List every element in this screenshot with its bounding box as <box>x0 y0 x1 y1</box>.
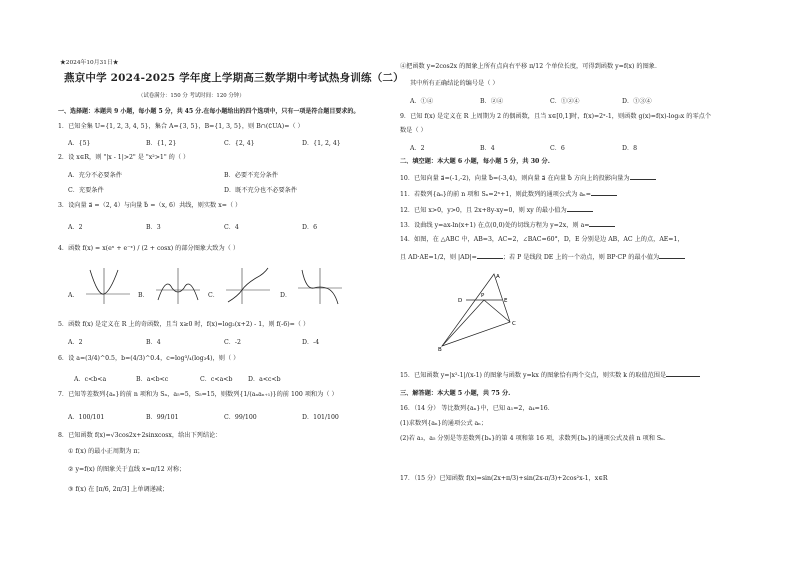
q14-answer-blank-1[interactable] <box>477 252 503 259</box>
label-C: C <box>512 321 516 327</box>
label-P: P <box>481 293 485 299</box>
q12-answer-blank[interactable] <box>567 205 593 212</box>
question-13 <box>400 220 615 230</box>
question-6: 6．设 a=(3/4)^0.5，b=(4/3)^0.4，c=log³/₄(log₃4)，则（ ） <box>58 355 240 362</box>
question-8: 8．已知函数 f(x)=√3cos2x+2sinxcosx，给出下列结论： <box>58 432 222 439</box>
q7-option-a[interactable]: A．100/101 <box>68 414 105 421</box>
q2-option-a[interactable]: A．充分不必要条件 <box>68 172 122 179</box>
q9-option-a[interactable]: A．2 <box>410 145 425 152</box>
q15-text: 15．已知函数 y=|x²-1|/(x-1) 的图象与函数 y=kx 的图象恰有两个交点，则实数 k 的取值范围是 <box>400 372 667 379</box>
question-16-part-2: (2)若 a₃，a₅ 分别是等差数列{bₙ}的第 4 项和第 16 项，求数列{bₙ}的通项公式及前 n 项和 Sₙ． <box>400 435 670 442</box>
q6-option-b[interactable]: B．a<b<c <box>136 376 169 383</box>
q15-answer-blank[interactable] <box>666 370 700 377</box>
q7-option-b[interactable]: B．99/101 <box>146 414 179 421</box>
q7-option-c[interactable]: C．99/100 <box>224 414 257 421</box>
q10-answer-blank[interactable] <box>630 173 656 180</box>
q8-option-c[interactable]: C．①②④ <box>550 98 580 105</box>
q9-option-c[interactable]: C．6 <box>550 145 565 152</box>
q11-text: 11．若数列{aₙ}的前 n 项和 Sₙ=2ⁿ+1，则此数列的通项公式为 aₙ= <box>400 191 591 198</box>
q13-text: 13．设曲线 y=ax-ln(x+1) 在点(0,0)处的切线方程为 y=2x，则 a= <box>400 222 590 229</box>
q9-option-d[interactable]: D．8 <box>622 145 638 152</box>
q12-text: 12．已知 x>0，y>0，且 2x+8y-xy=0，则 xy 的最小值为 <box>400 207 567 214</box>
q14-text-c: ；若 P 是线段 DE 上的一个动点，则 BP·CP 的最小值为 <box>502 254 660 261</box>
question-16-part-1: (1)求数列{aₙ}的通项公式 aₙ； <box>400 420 488 427</box>
q11-answer-blank[interactable] <box>591 189 617 196</box>
q8-statement-3: ③ f(x) 在 [π/6, 2π/3] 上单调递减； <box>68 486 169 493</box>
q3-option-d[interactable]: D．6 <box>302 224 318 231</box>
q4-option-a[interactable]: A． <box>68 292 79 299</box>
q1-option-b[interactable]: B．{1, 2} <box>146 140 177 147</box>
q5-option-b[interactable]: B．4 <box>146 339 161 346</box>
question-2: 2．设 x∈R，则 "|x - 1|>2" 是 "x²>1" 的（ ） <box>58 154 190 161</box>
q2-option-c[interactable]: C．充要条件 <box>68 187 104 194</box>
question-4: 4．函数 f(x) = x(eˣ + e⁻ˣ) / (2 + cosx) 的部分图象大致为（ ） <box>58 245 240 252</box>
q14-text-b: 且 AD·AE=1/2，则 |AD|= <box>400 254 477 261</box>
q3-option-b[interactable]: B．3 <box>146 224 161 231</box>
label-B: B <box>438 347 442 352</box>
q3-option-a[interactable]: A．2 <box>68 224 83 231</box>
q4-option-d[interactable]: D． <box>280 292 292 299</box>
exam-subtitle: （试卷满分：150 分 考试时间：120 分钟） <box>138 93 245 99</box>
question-12 <box>400 205 593 215</box>
q14-triangle-figure <box>438 270 518 352</box>
q4-option-c[interactable]: C． <box>208 292 219 299</box>
q9-option-b[interactable]: B．4 <box>480 145 495 152</box>
q4-option-b[interactable]: B． <box>138 292 149 299</box>
q13-answer-blank[interactable] <box>589 220 615 227</box>
q8-statement-4: ④把函数 y=2cos2x 的图象上所有点向右平移 π/12 个单位长度，可得到函数 y=f(x) 的图象． <box>400 63 662 70</box>
section-answer-heading: 三、解答题：本大题 5 小题，共 75 分. <box>400 390 511 397</box>
q1-option-a[interactable]: A．{5} <box>68 140 91 147</box>
q4-graph-c <box>224 266 272 306</box>
question-17: 17．（15 分）已知函数 f(x)=sin(2x+π/3)+sin(2x-π/3)+2cos²x-1，x∈R <box>400 475 608 482</box>
label-D: D <box>458 298 463 304</box>
q5-option-c[interactable]: C．-2 <box>224 339 241 346</box>
question-7: 7．已知等差数列{aₙ}的前 n 项和为 Sₙ，a₅=5，S₅=15，则数列{1/(aₙaₙ₊₁)}的前 100 项和为（ ） <box>58 391 338 398</box>
question-1: 1．已知全集 U={1, 2, 3, 4, 5}，集合 A={3, 5}，B={1, 3, 5}，则 B∩(∁UA)=（ ） <box>58 123 304 130</box>
question-15 <box>400 370 700 380</box>
q14-answer-blank-2[interactable] <box>659 252 685 259</box>
q8-statement-2: ② y=f(x) 的图象关于直线 x=π/12 对称； <box>68 466 186 473</box>
q8-ask: 其中所有正确结论的编号是（ ） <box>410 80 499 87</box>
q5-option-d[interactable]: D．-4 <box>302 339 320 346</box>
date-line: ★2024年10月31日★ <box>60 60 119 66</box>
q8-option-b[interactable]: B．②④ <box>480 98 504 105</box>
q4-graph-d <box>296 266 344 306</box>
question-14-cont <box>400 252 685 262</box>
q6-option-c[interactable]: C．c<a<b <box>200 376 233 383</box>
section-fill-heading: 二、填空题：本大题 6 小题，每小题 5 分，共 30 分. <box>400 158 550 165</box>
label-E: E <box>504 298 508 304</box>
q4-graph-a <box>84 266 132 306</box>
exam-title: 燕京中学 2024-2025 学年度上学期高三数学期中考试热身训练（二） <box>64 72 404 84</box>
q10-text: 10．已知向量 a⃗=(-1,-2)，向量 b⃗=(-3,4)，则向量 a⃗ 在向量 b⃗ 方向上的投影向量为 <box>400 175 630 182</box>
q7-option-d[interactable]: D．101/100 <box>302 414 339 421</box>
q8-option-d[interactable]: D．①③④ <box>622 98 652 105</box>
q5-option-a[interactable]: A．2 <box>68 339 83 346</box>
q6-option-d[interactable]: D．a<c<b <box>248 376 281 383</box>
question-14: 14．如图，在 △ABC 中，AB=3，AC=2，∠BAC=60°，D，E 分别是边 AB，AC 上的点，AE=1， <box>400 236 684 243</box>
question-10 <box>400 173 656 183</box>
question-16: 16．（14 分） 等比数列{aₙ}中，已知 a₁=2，a₄=16． <box>400 405 554 412</box>
q4-graph-b <box>154 266 202 306</box>
q2-option-b[interactable]: B．必要不充分条件 <box>224 172 279 179</box>
q3-option-c[interactable]: C．4 <box>224 224 239 231</box>
label-A: A <box>496 274 500 280</box>
section-choice-heading: 一、选择题：本题共 9 小题，每小题 5 分，共 45 分.在每小题给出的四个选项中，只有一项是符合题目要求的。 <box>58 108 360 115</box>
question-9: 9．已知 f(x) 是定义在 R 上周期为 2 的偶函数，且当 x∈[0,1]时，f(x)=2ˣ-1，则函数 g(x)=f(x)-log₅x 的零点个 <box>400 113 712 120</box>
q8-statement-1: ① f(x) 的最小正周期为 π； <box>68 448 144 455</box>
q1-option-c[interactable]: C．{2, 4} <box>224 140 255 147</box>
question-9-cont: 数是（ ） <box>400 127 427 134</box>
q8-option-a[interactable]: A．①④ <box>410 98 434 105</box>
q1-option-d[interactable]: D．{1, 2, 4} <box>302 140 341 147</box>
q2-option-d[interactable]: D．既不充分也不必要条件 <box>224 187 298 194</box>
left-column <box>58 0 404 561</box>
right-column <box>400 0 750 561</box>
question-3: 3．设向量 a⃗ =（2, 4）与向量 b⃗ =（x, 6）共线，则实数 x=（ ） <box>58 202 242 209</box>
question-5: 5．函数 f(x) 是定义在 R 上的奇函数，且当 x≥0 时，f(x)=log₂(x+2) - 1，则 f(-6)=（ ） <box>58 321 310 328</box>
q6-option-a[interactable]: A．c<b<a <box>74 376 107 383</box>
question-11 <box>400 189 617 199</box>
